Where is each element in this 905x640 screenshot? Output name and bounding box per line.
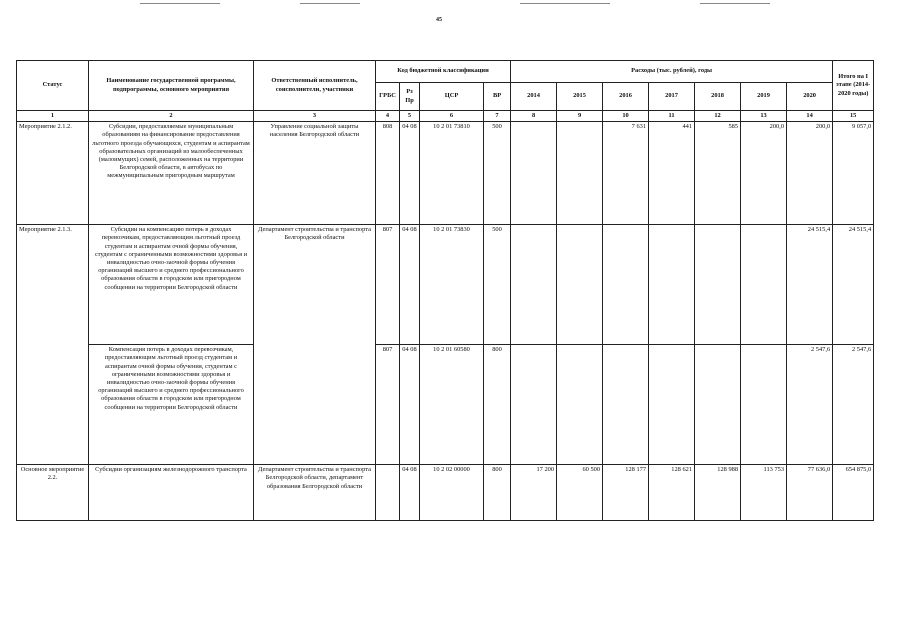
row-value: 585 [695,122,741,225]
row-value: 113 753 [741,465,787,521]
scan-mark [520,3,610,4]
table-row [17,122,874,225]
table-row [17,345,874,465]
row-value: 60 500 [557,465,603,521]
header-row [17,61,874,83]
header-year: 2020 [787,83,833,111]
column-number: 8 [511,111,557,122]
header-year: 2015 [557,83,603,111]
row-name: Субсидии организациям железнодорожного транспорта [89,465,254,521]
row-status: Мероприятие 2.1.3. [17,225,89,465]
row-name: Субсидии, предоставляемые муниципальным образованиям на финансирование предоставления льготного проезда обучающихся, студентам и аспирантам образовательных организаций из малообеспеченных (малоимущих) семей, расположенных на территории Белгородской области, в автобусах по межмуниципальным пригородным маршрутам [89,122,254,225]
row-status: Мероприятие 2.1.2. [17,122,89,225]
row-grbs: 807 [376,345,400,465]
row-vr: 800 [484,345,511,465]
column-number: 9 [557,111,603,122]
row-status: Основное мероприятие 2.2. [17,465,89,521]
row-value [557,225,603,345]
header-year: 2014 [511,83,557,111]
row-executor: Управление социальной защиты населения Белгородской области [254,122,376,225]
row-value [511,225,557,345]
row-value [741,345,787,465]
header-budget-code: Код бюджетной классификации [376,61,511,83]
header-status: Статус [17,61,89,111]
header-executor: Ответственный исполнитель, соисполнители, участники [254,61,376,111]
row-grbs: 807 [376,225,400,345]
row-value [511,122,557,225]
budget-table [16,60,874,521]
column-number: 4 [376,111,400,122]
row-vr: 800 [484,465,511,521]
column-number: 14 [787,111,833,122]
row-value [557,122,603,225]
row-value: 77 636,0 [787,465,833,521]
row-value: 2 547,6 [787,345,833,465]
header-vr: ВР [484,83,511,111]
row-value [603,225,649,345]
page-number: 45 [436,17,442,23]
row-value: 200,0 [741,122,787,225]
row-vr: 500 [484,225,511,345]
column-number: 1 [17,111,89,122]
row-value: 24 515,4 [787,225,833,345]
header-grbs: ГРБС [376,83,400,111]
scan-mark [700,3,770,4]
row-value: 128 177 [603,465,649,521]
header-rz-pr: Рз Пр [400,83,420,111]
row-value [649,345,695,465]
row-csr: 10 2 02 00000 [420,465,484,521]
row-rz-pr: 04 08 [400,225,420,345]
row-csr: 10 2 01 60580 [420,345,484,465]
row-grbs [376,465,400,521]
column-number: 11 [649,111,695,122]
row-rz-pr: 04 08 [400,122,420,225]
header-year: 2018 [695,83,741,111]
row-value: 128 621 [649,465,695,521]
row-rz-pr: 04 08 [400,465,420,521]
row-name: Субсидии на компенсацию потерь в доходах перевозчикам, предоставляющим льготный проезд студентам и аспирантам очной формы обучения, студентам с ограниченными возможностями здоровья и инвалидностью очно-заочной формы обучения организаций высшего и среднего профессионального образования области в городском или пригородном сообщении на территории Белгородской области [89,225,254,345]
row-value: 7 631 [603,122,649,225]
row-value: 17 200 [511,465,557,521]
row-value [511,345,557,465]
column-number-row [17,111,874,122]
column-number: 2 [89,111,254,122]
table-row [17,225,874,345]
scan-mark [300,3,360,4]
column-number: 3 [254,111,376,122]
column-number: 12 [695,111,741,122]
header-year: 2017 [649,83,695,111]
row-value: 200,0 [787,122,833,225]
row-value: 128 988 [695,465,741,521]
row-value [695,345,741,465]
column-number: 13 [741,111,787,122]
row-total: 654 875,0 [833,465,874,521]
column-number: 5 [400,111,420,122]
row-value [557,345,603,465]
row-rz-pr: 04 08 [400,345,420,465]
column-number: 15 [833,111,874,122]
header-csr: ЦСР [420,83,484,111]
column-number: 6 [420,111,484,122]
row-grbs: 808 [376,122,400,225]
row-csr: 10 2 01 73810 [420,122,484,225]
column-number: 10 [603,111,649,122]
header-expenses: Расходы (тыс. рублей), годы [511,61,833,83]
header-total: Итого на I этапе (2014-2020 годы) [833,61,874,111]
row-value [741,225,787,345]
row-executor: Департамент строительства и транспорта Белгородской области, департамент образования Белгородской области [254,465,376,521]
row-executor: Департамент строительства и транспорта Белгородской области [254,225,376,465]
row-value [649,225,695,345]
row-value [695,225,741,345]
row-total: 9 057,0 [833,122,874,225]
row-value [603,345,649,465]
row-value: 441 [649,122,695,225]
column-number: 7 [484,111,511,122]
row-total: 2 547,6 [833,345,874,465]
row-csr: 10 2 01 73830 [420,225,484,345]
row-name: Компенсация потерь в доходах перевозчикам, предоставляющим льготный проезд студентам и аспирантам очной формы обучения, студентам с ограниченными возможностями здоровья и инвалидностью очно-заочной формы обучения организаций высшего и среднего профессионального образования области в городском или пригородном сообщении на территории Белгородской области [89,345,254,465]
header-name: Наименование государственной программы, подпрограммы, основного мероприятия [89,61,254,111]
table-row [17,465,874,521]
header-year: 2019 [741,83,787,111]
scan-mark [140,3,220,4]
header-year: 2016 [603,83,649,111]
row-total: 24 515,4 [833,225,874,345]
row-vr: 500 [484,122,511,225]
